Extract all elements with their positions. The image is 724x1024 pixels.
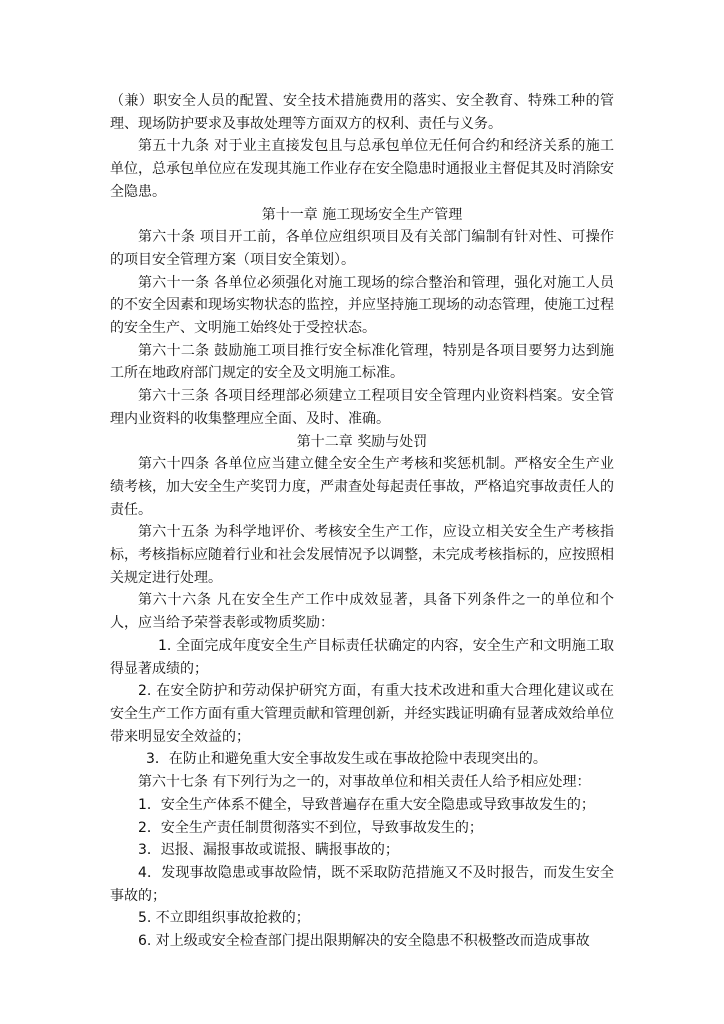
article-66-item-1: 1. 全面完成年度安全生产目标责任状确定的内容，安全生产和文明施工取得显著成绩的； bbox=[110, 637, 614, 677]
article-66-item-2: 2. 在安全防护和劳动保护研究方面，有重大技术改进和重大合理化建议或在安全生产工作方面有重大管理贡献和管理创新，并经实践证明确有显著成效给单位带来明显安全效益的； bbox=[110, 683, 614, 745]
chapter-12-heading: 第十二章 奖励与处罚 bbox=[296, 433, 428, 450]
article-66-item-3: 3．在防止和避免重大安全事故发生或在事故抢险中表现突出的。 bbox=[146, 751, 547, 768]
article-67-item-1: 1．安全生产体系不健全，导致普遍存在重大安全隐患或导致事故发生的； bbox=[138, 796, 595, 813]
article-67-item-4: 4．发现事故隐患或事故险情，既不采取防范措施又不及时报告，而发生安全事故的； bbox=[110, 864, 614, 904]
article-66: 第六十六条 凡在安全生产工作中成效显著，具备下列条件之一的单位和个人，应当给予荣誉表彰或物质奖励： bbox=[110, 592, 614, 632]
article-67-item-2: 2．安全生产责任制贯彻落实不到位，导致事故发生的； bbox=[138, 819, 483, 836]
article-64: 第六十四条 各单位应当建立健全安全生产考核和奖惩机制。严格安全生产业绩考核，加大安全生产奖罚力度，严肃查处每起责任事故，严格追究事故责任人的责任。 bbox=[110, 456, 614, 518]
article-60: 第六十条 项目开工前，各单位应组织项目及有关部门编制有针对性、可操作的项目安全管理方案（项目安全策划）。 bbox=[110, 229, 614, 268]
article-67-item-3: 3．迟报、漏报事故或谎报、瞒报事故的； bbox=[138, 842, 399, 859]
article-59: 第五十九条 对于业主直接发包且与总承包单位无任何合约和经济关系的施工单位，总承包单位应在发现其施工作业存在安全隐患时通报业主督促其及时消除安全隐患。 bbox=[110, 138, 614, 200]
article-67: 第六十七条 有下列行为之一的，对事故单位和相关责任人给予相应处理： bbox=[138, 774, 591, 791]
article-62: 第六十二条 鼓励施工项目推行安全标准化管理，特别是各项目要努力达到施工所在地政府部门规定的安全及文明施工标准。 bbox=[110, 342, 614, 382]
article-65: 第六十五条 为科学地评价、考核安全生产工作，应设立相关安全生产考核指标，考核指标应随着行业和社会发展情况予以调整，未完成考核指标的，应按照相关规定进行处理。 bbox=[110, 524, 614, 586]
article-61: 第六十一条 各单位必须强化对施工现场的综合整治和管理，强化对施工人员的不安全因素和现场实物状态的监控，并应坚持施工现场的动态管理，使施工过程的安全生产、文明施工始终处于受控状态。 bbox=[110, 274, 614, 337]
article-67-item-5: 5. 不立即组织事故抢救的； bbox=[138, 910, 310, 927]
article-67-item-6: 6. 对上级或安全检查部门提出限期解决的安全隐患不积极整改而造成事故 bbox=[138, 933, 590, 950]
article-63: 第六十三条 各项目经理部必须建立工程项目安全管理内业资料档案。安全管理内业资料的收集整理应全面、及时、准确。 bbox=[110, 388, 614, 427]
document-page bbox=[110, 90, 614, 953]
paragraph-continuation: （兼）职安全人员的配置、安全技术措施费用的落实、安全教育、特殊工种的管理、现场防护要求及事故处理等方面双方的权利、责任与义务。 bbox=[110, 93, 614, 132]
chapter-11-heading: 第十一章 施工现场安全生产管理 bbox=[261, 206, 463, 223]
